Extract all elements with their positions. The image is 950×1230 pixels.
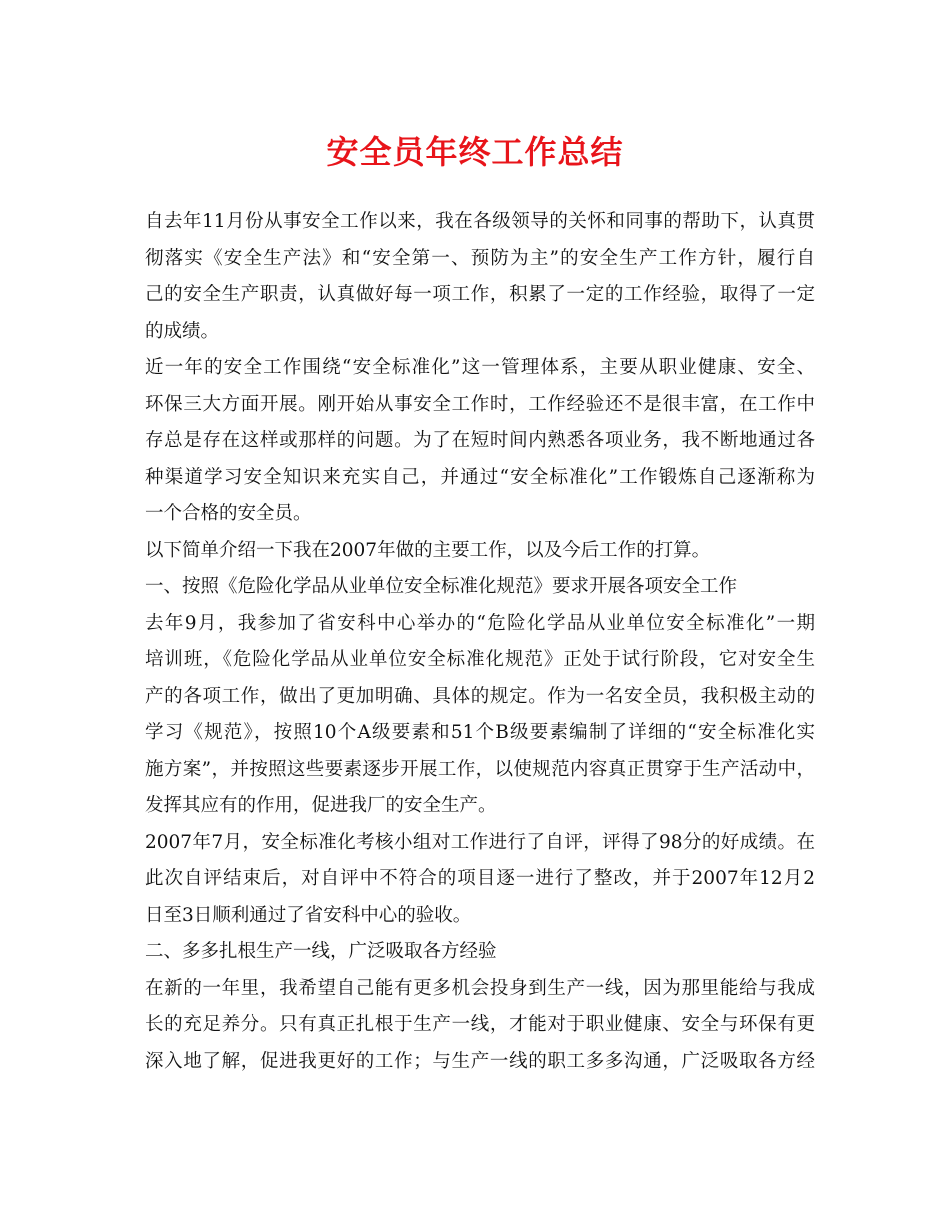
- body-text-line: 彻落实《安全生产法》和“安全第一、预防为主”的安全生产工作方针，履行自: [145, 247, 815, 269]
- body-text-line: 一、按照《危险化学品从业单位安全标准化规范》要求开展各项安全工作: [145, 576, 738, 597]
- body-text-line: 长的充足养分。只有真正扎根于生产一线，才能对于职业健康、安全与环保有更: [145, 1014, 815, 1035]
- body-text-line: 的成绩。: [145, 320, 220, 342]
- body-text-line: 种渠道学习安全知识来充实自己，并通过“安全标准化”工作锻炼自己逐渐称为: [145, 466, 815, 488]
- body-text-line: 产的各项工作，做出了更加明确、具体的规定。作为一名安全员，我积极主动的: [145, 685, 815, 707]
- body-text-line: 此次自评结束后，对自评中不符合的项目逐一进行了整改，并于2007年12月2: [145, 868, 815, 889]
- body-text-line: 学习《规范》，按照10个A级要素和51个B级要素编制了详细的“安全标准化实: [145, 722, 815, 743]
- body-text-line: 2007年7月，安全标准化考核小组对工作进行了自评，评得了98分的好成绩。在: [145, 831, 815, 853]
- body-text-line: 存总是存在这样或那样的问题。为了在短时间内熟悉各项业务，我不断地通过各: [145, 430, 815, 451]
- body-text-line: 施方案”，并按照这些要素逐步开展工作，以使规范内容真正贯穿于生产活动中，: [145, 758, 815, 780]
- body-text-line: 近一年的安全工作围绕“安全标准化”这一管理体系，主要从职业健康、安全、: [145, 357, 815, 378]
- body-text-line: 己的安全生产职责，认真做好每一项工作，积累了一定的工作经验，取得了一定: [145, 284, 815, 305]
- body-text-line: 发挥其应有的作用，促进我厂的安全生产。: [145, 795, 497, 816]
- body-text-line: 环保三大方面开展。刚开始从事安全工作时，工作经验还不是很丰富，在工作中: [145, 393, 815, 415]
- body-text-line: 深入地了解，促进我更好的工作；与生产一线的职工多多沟通，广泛吸取各方经: [145, 1050, 815, 1072]
- body-text-line: 以下简单介绍一下我在2007年做的主要工作，以及今后工作的打算。: [145, 539, 711, 561]
- body-text-line: 二、多多扎根生产一线，广泛吸取各方经验: [145, 941, 497, 962]
- body-text-line: 日至3日顺利通过了省安科中心的验收。: [145, 904, 472, 926]
- body-text-line: 自去年11月份从事安全工作以来，我在各级领导的关怀和同事的帮助下，认真贯: [145, 211, 815, 232]
- body-text-line: 在新的一年里，我希望自己能有更多机会投身到生产一线，因为那里能给与我成: [145, 977, 815, 999]
- document-body: [145, 204, 815, 1080]
- body-text-line: 去年9月，我参加了省安科中心举办的“危险化学品从业单位安全标准化”一期: [145, 612, 815, 634]
- body-text-line: 一个合格的安全员。: [145, 503, 312, 524]
- document-title: 安全员年终工作总结: [326, 133, 624, 171]
- body-text-line: 培训班，《危险化学品从业单位安全标准化规范》正处于试行阶段，它对安全生: [145, 649, 815, 670]
